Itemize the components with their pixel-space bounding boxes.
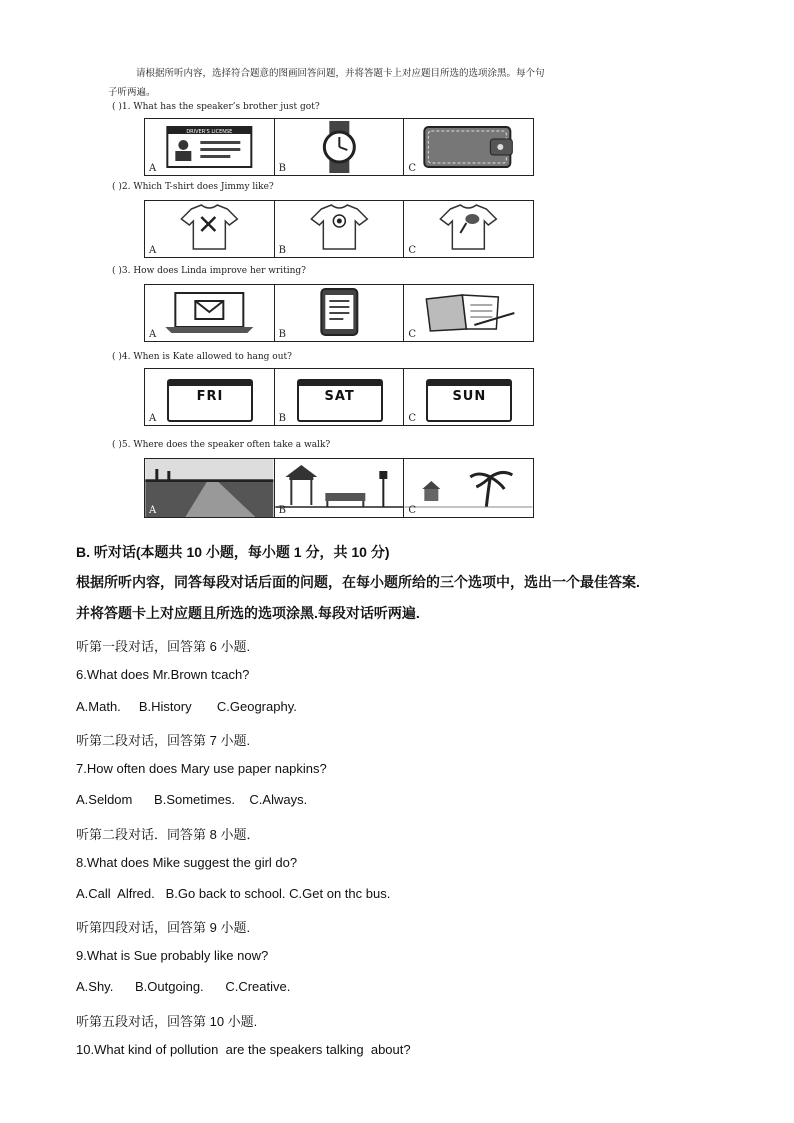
section-b-heading: B. 听对话(本题共 10 小题，每小题 1 分，共 10 分) [76,544,390,560]
question-4: ( )4. When is Kate allowed to hang out? [112,352,292,362]
option-label: A [149,413,157,424]
day-label: FRI [196,389,224,404]
day-label: SUN [452,389,487,404]
option-a-cell [145,201,275,257]
option-c-cell [404,285,533,341]
option-b-cell [275,201,405,257]
calendar-icon [426,379,512,422]
question-6: 6.What does Mr.Brown tcach? [76,667,250,682]
question-7: 7.How often does Mary use paper napkins? [76,761,327,776]
option-b-cell [275,369,405,425]
option-label: B [278,163,287,174]
option-a-cell [145,369,275,425]
option-label: B [278,245,287,256]
dialogue-2-header: 听第二段对话，回答第 7 小题. [76,733,251,748]
dialogue-5-header: 听第五段对话，回答第 10 小题. [76,1014,258,1029]
dialogue-3-header: 听第二段对话．同答第 8 小题． [76,827,260,842]
question-9: 9.What is Sue probably like now? [76,948,269,963]
question-3-options [144,284,534,342]
notebook-pen-icon [404,285,533,341]
tshirt-racket-icon [404,201,533,257]
option-label: B [278,505,287,516]
option-b-cell [275,285,405,341]
question-9-options: A.Shy. B.Outgoing. C.Creative. [76,979,291,994]
option-b-cell [275,459,405,517]
question-8-options: A.Call Alfred. B.Go back to school. C.Get on thc bus. [76,886,391,901]
dialogue-4-header: 听第四段对话，回答第 9 小题. [76,920,251,935]
option-label: A [149,505,157,516]
listening-a-instructions [108,64,546,102]
wallet-icon [404,119,533,175]
license-title: DRIVER'S LICENSE [186,129,233,135]
tshirt-cross-icon [145,201,274,257]
option-label: B [278,413,287,424]
driver-license-icon [145,119,274,175]
option-c-cell [404,369,533,425]
question-5-options [144,458,534,518]
option-a-cell [145,119,275,175]
section-b-instructions-line-2: 并将答题卡上对应题且所选的选项涂黑.每段对话听两遍. [76,605,420,621]
question-10: 10.What kind of pollution are the speakers talking about? [76,1042,411,1057]
question-2-options [144,200,534,258]
dialogue-1-header: 听第一段对话，回答第 6 小题. [76,639,251,654]
option-label: B [278,329,287,340]
question-1-options [144,118,534,176]
question-2: ( )2. Which T-shirt does Jimmy like? [112,182,274,192]
day-label: SAT [324,389,355,404]
question-5: ( )5. Where does the speaker often take a walk? [112,440,331,450]
question-4-options [144,368,534,426]
tshirt-ball-icon [275,201,404,257]
option-label: C [408,413,416,424]
park-pavilion-icon [275,459,404,517]
option-b-cell [275,119,405,175]
option-a-cell [145,459,275,517]
option-label: C [408,505,416,516]
beach-palm-icon [404,459,533,517]
calendar-icon [167,379,253,422]
option-c-cell [404,459,533,517]
option-label: A [149,329,157,340]
option-label: C [408,329,416,340]
instructions-line-1: 请根据所听内容，选择符合题意的图画回答问题，并将答题卡上对应题目所选的选项涂黑。每个句 [136,68,545,79]
road-field-icon [145,459,274,517]
question-6-options: A.Math. B.History C.Geography. [76,699,297,714]
tablet-icon [275,285,404,341]
watch-icon [275,119,404,175]
option-a-cell [145,285,275,341]
question-8: 8.What does Mike suggest the girl do? [76,855,298,870]
section-b-instructions-line-1: 根据所听内容，同答每段对话后面的问题，在每小题所给的三个选项中，选出一个最佳答案. [76,574,640,590]
question-3: ( )3. How does Linda improve her writing? [112,266,307,276]
option-label: C [408,245,416,256]
listening-a-scan [108,56,548,526]
option-label: A [149,163,157,174]
option-c-cell [404,119,533,175]
laptop-email-icon [145,285,274,341]
calendar-icon [297,379,383,422]
instructions-line-2: 子听两遍。 [108,87,156,98]
option-c-cell [404,201,533,257]
question-1: ( )1. What has the speaker’s brother just got? [112,102,320,112]
option-label: C [408,163,416,174]
question-7-options: A.Seldom B.Sometimes. C.Always. [76,792,308,807]
option-label: A [149,245,157,256]
